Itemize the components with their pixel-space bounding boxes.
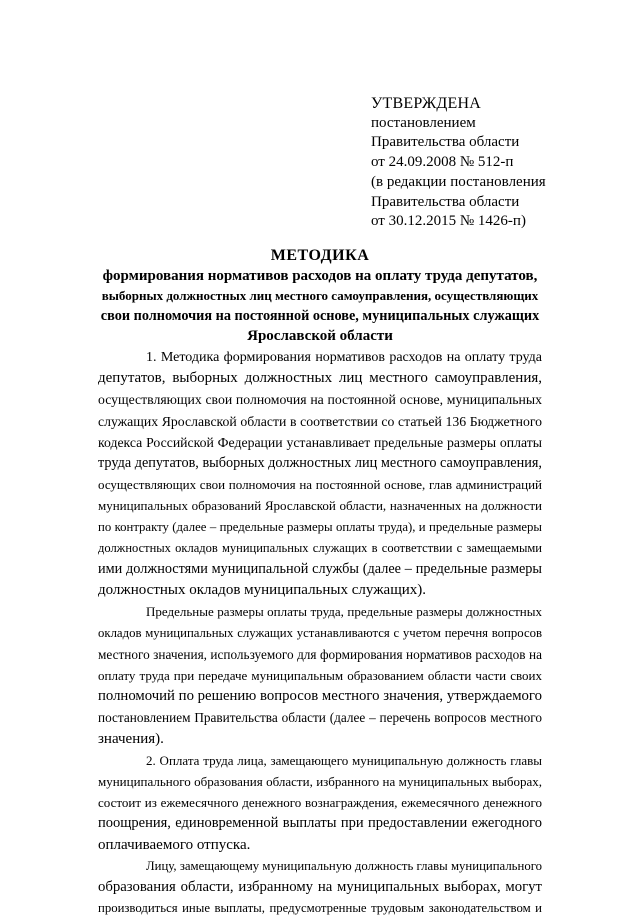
title-line: Ярославской области <box>247 328 393 344</box>
approval-line: от 30.12.2015 № 1426-п) <box>371 213 526 230</box>
approval-line: от 24.09.2008 № 512-п <box>371 154 514 171</box>
document-title <box>98 246 542 346</box>
body-line: служащих Ярославской области в соответствии со статьей 136 Бюджетного <box>98 413 542 429</box>
body-line: муниципальных образований Ярославской области, назначенных на должности <box>98 498 542 514</box>
body-line: должностных окладов муниципальных служащих в соответствии с замещаемыми <box>98 540 542 555</box>
title-heading: МЕТОДИКА <box>270 247 370 264</box>
body-line: кодекса Российской Федерации устанавливает предельные размеры оплаты <box>98 434 542 450</box>
body-line: 2. Оплата труда лица, замещающего муниципальную должность главы <box>146 752 542 768</box>
body-line: осуществляющих свои полномочия на постоянной основе, глав администраций <box>98 477 542 493</box>
approval-line: Правительства области <box>371 134 520 151</box>
body-line: значения). <box>98 730 164 747</box>
body-line: Предельные размеры оплаты труда, предельные размеры должностных <box>146 604 542 620</box>
title-line: выборных должностных лиц местного самоуправления, осуществляющих <box>101 288 539 303</box>
body-line: полномочий по решению вопросов местного значения, утверждаемого <box>98 688 542 705</box>
body-line: постановлением Правительства области (далее – перечень вопросов местного <box>98 710 542 726</box>
document-body <box>98 347 542 919</box>
body-line: поощрения, единовременной выплаты при предоставлении ежегодного <box>98 815 542 832</box>
body-line: оплачиваемого отпуска. <box>98 836 251 853</box>
body-line: ими должностями муниципальной службы (далее – предельные размеры <box>98 561 542 578</box>
title-line: формирования нормативов расходов на оплату труда депутатов, <box>102 268 538 284</box>
body-line: местного значения, используемого для формирования нормативов расходов на <box>98 646 542 662</box>
body-line: осуществляющих свои полномочия на постоянной основе, муниципальных <box>98 392 542 408</box>
body-line: по контракту (далее – предельные размеры оплаты труда), и предельные размеры <box>98 519 542 534</box>
body-line: производиться иные выплаты, предусмотренные трудовым законодательством и <box>98 901 542 916</box>
approval-line: постановлением <box>371 114 476 131</box>
body-line: депутатов, выборных должностных лиц местного самоуправления, <box>98 370 542 387</box>
body-line: состоит из ежемесячного денежного вознаграждения, ежемесячного денежного <box>98 795 542 811</box>
body-line: окладов муниципальных служащих устанавливаются с учетом перечня вопросов <box>98 625 542 640</box>
body-line: Лицу, замещающему муниципальную должность главы муниципального <box>146 858 542 873</box>
body-line: образования области, избранному на муниципальных выборах, могут <box>98 879 542 896</box>
body-line: оплату труда при передаче муниципальным образованием области части своих <box>98 668 542 684</box>
body-line: 1. Методика формирования нормативов расходов на оплату труда <box>146 350 542 365</box>
approval-line: Правительства области <box>371 193 520 210</box>
body-line: должностных окладов муниципальных служащих). <box>98 582 427 599</box>
title-line: свои полномочия на постоянной основе, муниципальных служащих <box>100 308 540 324</box>
body-line: муниципального образования области, избранного на муниципальных выборах, <box>98 774 542 790</box>
approval-line: (в редакции постановления <box>371 173 546 190</box>
approval-stamp <box>371 94 546 232</box>
approval-heading: УТВЕРЖДЕНА <box>371 95 482 112</box>
body-line: труда депутатов, выборных должностных лиц местного самоуправления, <box>98 455 542 472</box>
